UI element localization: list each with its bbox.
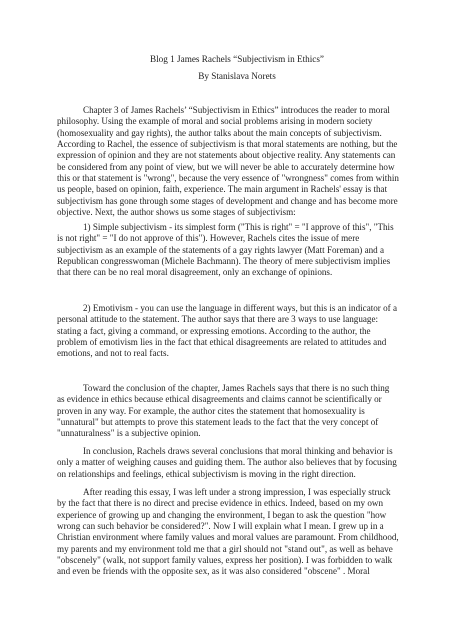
text-line: and even be friends with the opposite sex, as it was also considered "obscene" . Moral	[57, 566, 370, 577]
text-line: philosophy. Using the example of moral and social problems arising in modern society	[57, 116, 373, 127]
paragraph-evidence	[57, 383, 429, 440]
text-line: (homosexuality and gay rights), the author talks about the main concepts of subjectivism.	[57, 127, 382, 138]
text-line: by the fact that there is no direct and precise evidence in ethics. Indeed, based on my own	[57, 498, 383, 509]
text-line: is not right" = "I do not approve of this"). However, Rachels cites the issue of mere	[57, 233, 360, 244]
text-line: only a matter of weighing causes and guiding them. The author also believes that by focusing	[57, 457, 397, 468]
paragraph-conclusion	[57, 446, 429, 480]
text-line: this or that statement is "wrong", because the very essence of "wrongness" comes from within	[57, 173, 399, 184]
text-line: Republican congresswoman (Michele Bachmann). The theory of mere subjectivism implies	[57, 256, 391, 267]
text-line: subjectivism as an example of the statements of a gay rights lawyer (Matt Foreman) and a	[57, 244, 385, 255]
text-line: expression of opinion and they are not statements about objective reality. Any statements can	[57, 150, 396, 161]
text-line: In conclusion, Rachels draws several conclusions that moral thinking and behavior is	[83, 446, 393, 456]
text-line: us people, based on opinion, faith, experience. The main argument in Rachels' essay is that	[57, 184, 388, 195]
text-line: that there can be no real moral disagreement, only an exchange of opinions.	[57, 267, 333, 278]
text-line: According to Rachel, the essence of subjectivism is that moral statements are nothing, but the	[57, 139, 398, 150]
paragraph-emotivism	[57, 303, 429, 360]
text-line: Chapter 3 of James Rachels’ “Subjectivism in Ethics” introduces the reader to moral	[83, 105, 390, 115]
text-line: as evidence in ethics because ethical disagreements and claims cannot be scientifically or	[57, 394, 382, 405]
text-line: my parents and my environment told me that a girl should not "stand out", as well as behave	[57, 543, 393, 554]
text-line: experience of growing up and changing the environment, I began to ask the question "how	[57, 509, 387, 520]
text-line: "obscenely" (walk, not support family values, express her position). I was forbidden to walk	[57, 555, 393, 566]
text-line: 2) Emotivism - you can use the language in different ways, but this is an indicator of a	[83, 303, 397, 313]
text-line: personal attitude to the statement. The author says that there are 3 ways to use language:	[57, 314, 379, 325]
text-line: wrong can such behavior be considered?". Now I will explain what I mean. I grew up in a	[57, 521, 384, 532]
text-line: subjectivism has gone through some stages of development and change and has become more	[57, 195, 398, 206]
text-line: After reading this essay, I was left under a strong impression, I was especially struck	[83, 487, 391, 497]
paragraph-simple-subjectivism	[57, 222, 429, 279]
paragraph-intro	[57, 105, 429, 218]
text-line: Christian environment where family values and moral values are paramount. From childhood,	[57, 532, 399, 543]
text-line: on relationships and feelings, ethical subjectivism is moving in the right direction.	[57, 468, 356, 479]
text-line: objective. Next, the author shows us some stages of subjectivism:	[57, 207, 296, 218]
text-line: "unnaturalness" is a subjective opinion.	[57, 428, 201, 439]
document-author: By Stanislava Norets	[198, 71, 276, 81]
text-line: "unnatural" but attempts to prove this statement leads to the fact that the very concept of	[57, 417, 379, 428]
text-line: Toward the conclusion of the chapter, James Rachels says that there is no such thing	[83, 383, 390, 393]
text-line: problem of emotivism lies in the fact that ethical disagreements are related to attitudes and	[57, 337, 387, 348]
text-line: stating a fact, giving a command, or expressing emotions. According to the author, the	[57, 325, 371, 336]
text-line: proven in any way. For example, the author cites the statement that homosexuality is	[57, 405, 365, 416]
text-line: 1) Simple subjectivism - its simplest form ("This is right" = "I approve of this", "This	[83, 222, 394, 232]
paragraph-reflection	[57, 487, 429, 578]
text-line: be considered from any point of view, but we will never be able to accurately determine how	[57, 161, 395, 172]
text-line: emotions, and not to real facts.	[57, 348, 169, 359]
document-title: Blog 1 James Rachels “Subjectivism in Ethics”	[149, 54, 325, 64]
